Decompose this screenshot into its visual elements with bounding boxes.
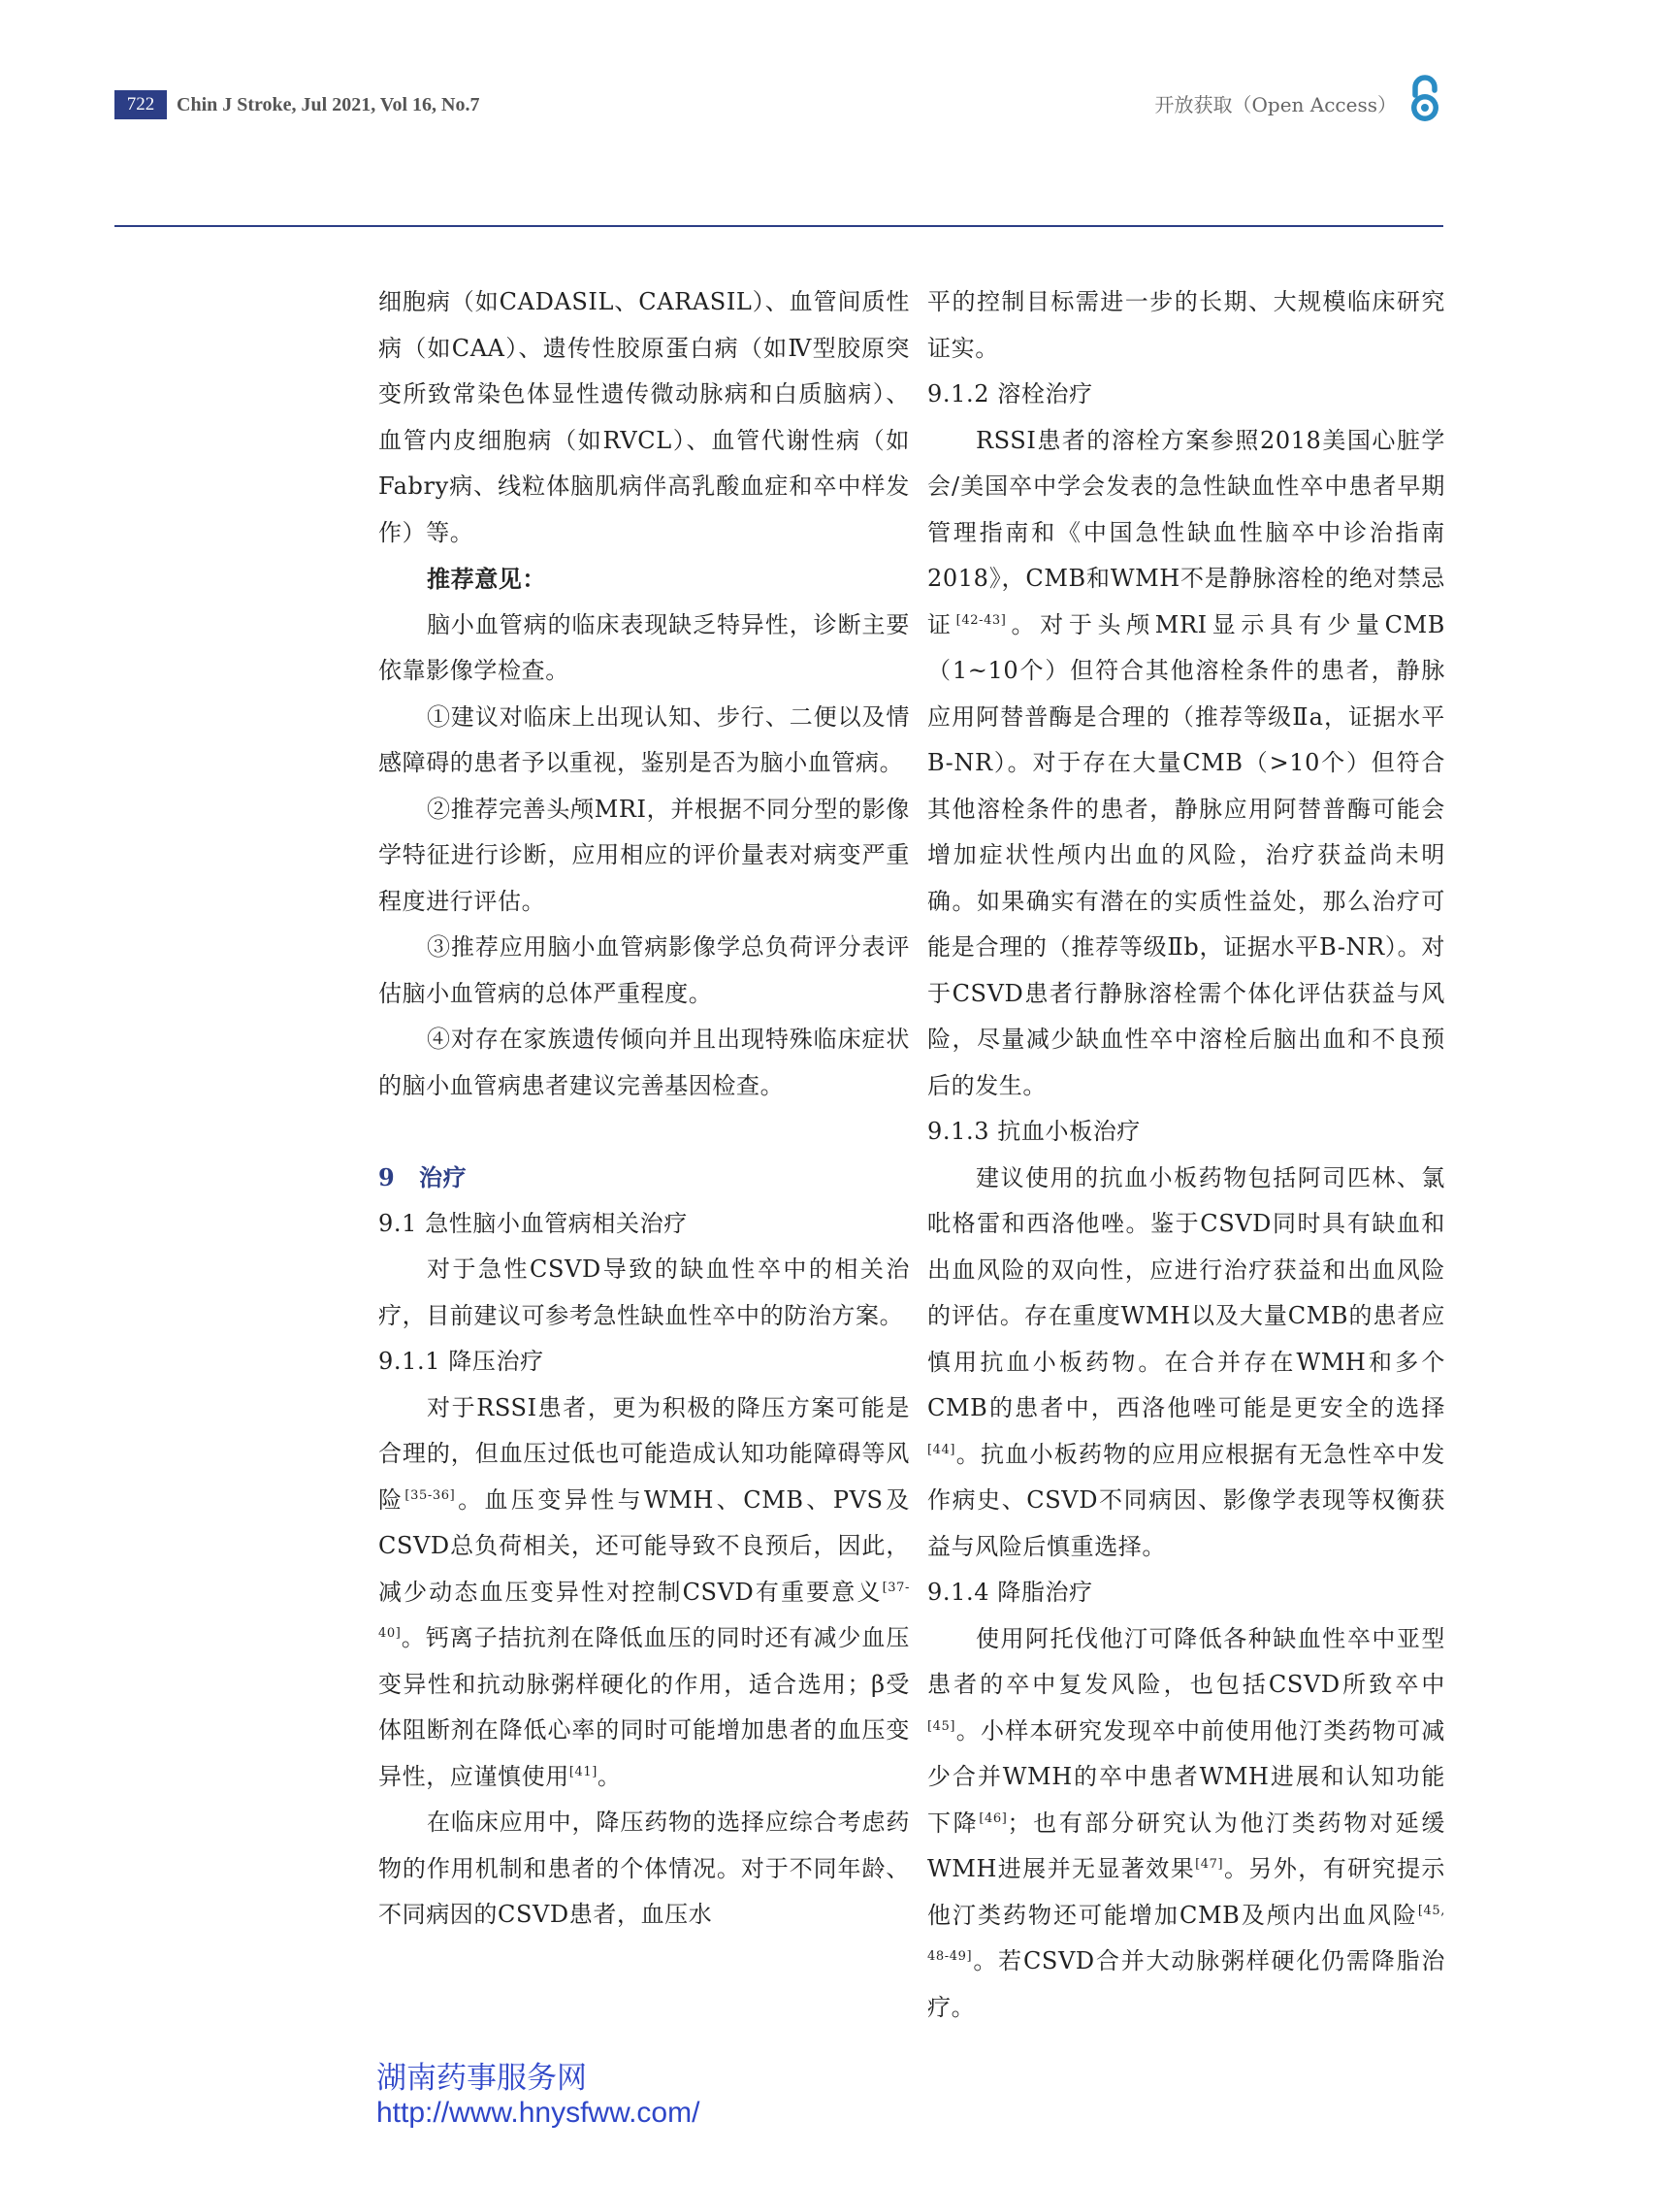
page-number: 722 [114,90,167,119]
section-heading [378,1155,910,1201]
open-access-label: 开放获取（Open Access） [1154,93,1397,116]
recommendation-item: ②推荐完善头颅MRI，并根据不同分型的影像学特征进行诊断，应用相应的评价量表对病变严重程度进行评估。 [378,795,910,915]
citation: [35-36] [404,1487,456,1503]
citation: [45, 48-49] [927,1903,1445,1964]
subsection-heading: 9.1 急性脑小血管病相关治疗 [378,1209,688,1237]
citation: [37-40] [378,1580,910,1641]
recommendation-item: ①建议对临床上出现认知、步行、二便以及情感障碍的患者予以重视，鉴别是否为脑小血管病。 [378,702,910,776]
subsection-heading: 9.1.1 降压治疗 [378,1348,544,1375]
recommendation-item: ③推荐应用脑小血管病影像学总负荷评分表评估脑小血管病的总体严重程度。 [378,933,910,1007]
right-column [927,279,1445,2031]
body-paragraph: 平的控制目标需进一步的长期、大规模临床研究证实。 [927,288,1445,362]
subsection-heading: 9.1.2 溶栓治疗 [927,380,1093,408]
page-header [0,0,1680,233]
body-paragraph: 脑小血管病的临床表现缺乏特异性，诊断主要依靠影像学检查。 [378,610,910,684]
citation: [46] [979,1810,1008,1826]
body-paragraph: 在临床应用中，降压药物的选择应综合考虑药物的作用机制和患者的个体情况。对于不同年龄、不同病因的CSVD患者，血压水 [378,1809,910,1928]
left-column [378,279,910,1939]
body-paragraph: 建议使用的抗血小板药物包括阿司匹林、氯吡格雷和西洛他唑。鉴于CSVD同时具有缺血和出血风险的双向性，应进行治疗获益和出血风险的评估。存在重度WMH以及大量CMB的患者应慎用抗血小板药物。在合并存在WMH和多个CMB的患者中，西洛他唑可能是更安全的选择[44]。抗血小板药物的应用应根据有无急性卒中发作病史、CSVD不同病因、影像学表现等权衡获益与风险后慎重选择。 [927,1163,1445,1560]
citation: [47] [1195,1857,1224,1872]
recommendation-label: 推荐意见： [427,565,546,593]
body-paragraph: RSSI患者的溶栓方案参照2018美国心脏学会/美国卒中学会发表的急性缺血性卒中患者早期管理指南和《中国急性缺血性脑卒中诊治指南2018》，CMB和WMH不是静脉溶栓的绝对禁忌证[42-43]。对于头颅MRI显示具有少量CMB（1~10个）但符合其他溶栓条件的患者，静脉应用阿替普酶是合理的（推荐等级Ⅱa，证据水平B-NR）。对于存在大量CMB（>10个）但符合其他溶栓条件的患者，静脉应用阿替普酶可能会增加症状性颅内出血的风险，治疗获益尚未明确。如果确实有潜在的实质性益处，那么治疗可能是合理的（推荐等级Ⅱb，证据水平B-NR）。对于CSVD患者行静脉溶栓需个体化评估获益与风险，尽量减少缺血性卒中溶栓后脑出血和不良预后的发生。 [927,426,1445,1099]
subsection-heading: 9.1.3 抗血小板治疗 [927,1118,1141,1145]
body-paragraph: 细胞病（如CADASIL、CARASIL）、血管间质性病（如CAA）、遗传性胶原蛋白病（如Ⅳ型胶原突变所致常染色体显性遗传微动脉病和白质脑病）、血管内皮细胞病（如RVCL）、血管代谢性病（如Fabry病、线粒体脑肌病伴高乳酸血症和卒中样发作）等。 [378,288,910,546]
header-rule [114,225,1443,227]
citation: [41] [568,1764,598,1779]
subsection-heading: 9.1.4 降脂治疗 [927,1579,1093,1606]
journal-reference: Chin J Stroke, Jul 2021, Vol 16, No.7 [177,94,480,115]
body-paragraph: 对于RSSI患者，更为积极的降压方案可能是合理的，但血压过低也可能造成认知功能障碍等风险[35-36]。血压变异性与WMH、CMB、PVS及CSVD总负荷相关，还可能导致不良预后，因此，减少动态血压变异性对控制CSVD有重要意义[37-40]。钙离子拮抗剂在降低血压的同时还有减少血压变异性和抗动脉粥样硬化的作用，适合选用；β受体阻断剂在降低心率的同时可能增加患者的血压变异性，应谨慎使用[41]。 [378,1393,910,1790]
open-access-lock-icon [1406,74,1443,124]
recommendation-item: ④对存在家族遗传倾向并且出现特殊临床症状的脑小血管病患者建议完善基因检查。 [378,1026,910,1099]
section-number: 9 [378,1163,396,1191]
citation: [42-43] [955,612,1007,628]
body-paragraph: 使用阿托伐他汀可降低各种缺血性卒中亚型患者的卒中复发风险，也包括CSVD所致卒中[45]。小样本研究发现卒中前使用他汀类药物可减少合并WMH的卒中患者WMH进展和认知功能下降[46]；也有部分研究认为他汀类药物对延缓WMH进展并无显著效果[47]。另外，有研究提示他汀类药物还可能增加CMB及颅内出血风险[45, 48-49]。若CSVD合并大动脉粥样硬化仍需降脂治疗。 [927,1624,1446,2021]
watermark [376,2061,699,2131]
citation: [44] [927,1442,956,1457]
citation: [45] [927,1718,956,1734]
watermark-title: 湖南药事服务网 [376,2061,587,2096]
watermark-url[interactable]: http://www.hnysfww.com/ [376,2097,700,2129]
body-paragraph: 对于急性CSVD导致的缺血性卒中的相关治疗，目前建议可参考急性缺血性卒中的防治方案。 [378,1256,910,1329]
section-title: 治疗 [419,1163,468,1191]
